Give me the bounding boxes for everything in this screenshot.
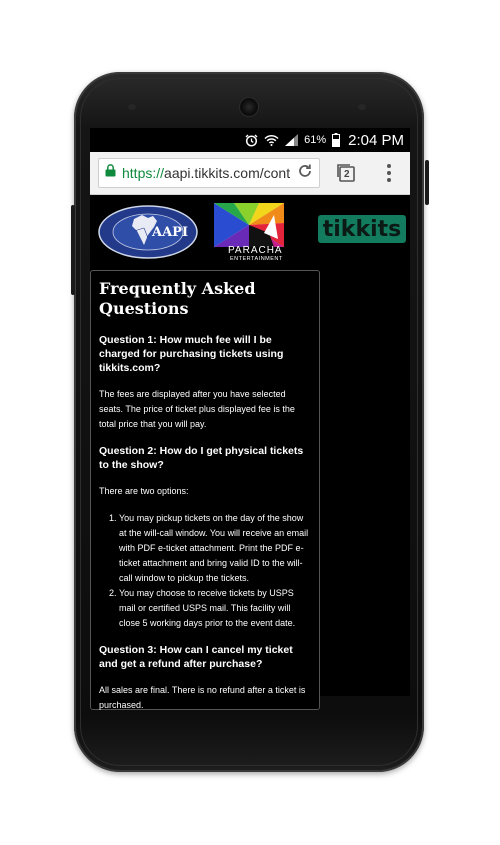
proximity-sensor	[358, 104, 366, 110]
power-button	[425, 160, 429, 205]
tab-count: 2	[344, 169, 350, 180]
signal-icon	[285, 134, 298, 146]
alarm-icon	[245, 134, 258, 147]
paracha-logo[interactable]	[214, 203, 304, 263]
answer-2-options	[99, 511, 311, 631]
address-bar[interactable]	[98, 158, 320, 188]
front-camera	[128, 104, 136, 110]
battery-percent: 61%	[304, 134, 327, 146]
answer-3: All sales are final. There is no refund after a ticket is purchased.	[99, 685, 306, 710]
option-item: 1. You may pickup tickets on the day of the show at the will-call window. You will receive an email with PDF e-ticket attachment. Print the PDF e-ticket attachment and bring valid ID to the will-call window to pickup the tickets.	[119, 511, 311, 586]
faq-title: Frequently Asked Questions	[99, 279, 256, 318]
phone-screen	[90, 128, 410, 710]
option-item: 2. You may choose to receive tickets by USPS mail or certified USPS mail. This facility will close 5 working days prior to the event date.	[119, 586, 311, 631]
faq-panel	[90, 270, 320, 710]
question-3: Question 3: How can I cancel my ticket and get a refund after purchase?	[99, 644, 293, 670]
question-2: Question 2: How do I get physical tickets to the show?	[99, 445, 304, 471]
wifi-icon	[264, 134, 279, 146]
browser-toolbar	[90, 152, 410, 195]
battery-icon	[332, 133, 340, 147]
overflow-menu-icon[interactable]	[386, 163, 392, 183]
url-scheme: https://	[122, 165, 165, 181]
clock: 2:04 PM	[348, 131, 404, 149]
lock-icon	[105, 164, 116, 182]
earpiece-speaker	[240, 98, 258, 116]
paracha-subtitle: ENTERTAINMENT	[230, 256, 283, 262]
web-page	[90, 195, 410, 710]
aapi-text: AAPI	[152, 225, 189, 240]
sponsor-logos	[90, 195, 410, 267]
url-host-path: aapi.tikkits.com/cont	[164, 165, 291, 181]
reload-icon[interactable]	[297, 163, 313, 184]
aapi-logo[interactable]	[98, 205, 198, 259]
tikkits-logo[interactable]: tikkits	[318, 215, 406, 243]
question-1: Question 1: How much fee will I be charged for purchasing tickets using tikkits.com?	[99, 334, 284, 374]
status-bar	[90, 128, 410, 152]
tabs-button[interactable]	[336, 163, 356, 183]
answer-2-intro: There are two options:	[99, 486, 189, 496]
paracha-name: PARACHA	[228, 245, 283, 256]
url-text	[122, 165, 291, 181]
answer-1: The fees are displayed after you have selected seats. The price of ticket plus displayed fee is the total price that you will pay.	[99, 389, 295, 429]
volume-button	[71, 205, 75, 295]
